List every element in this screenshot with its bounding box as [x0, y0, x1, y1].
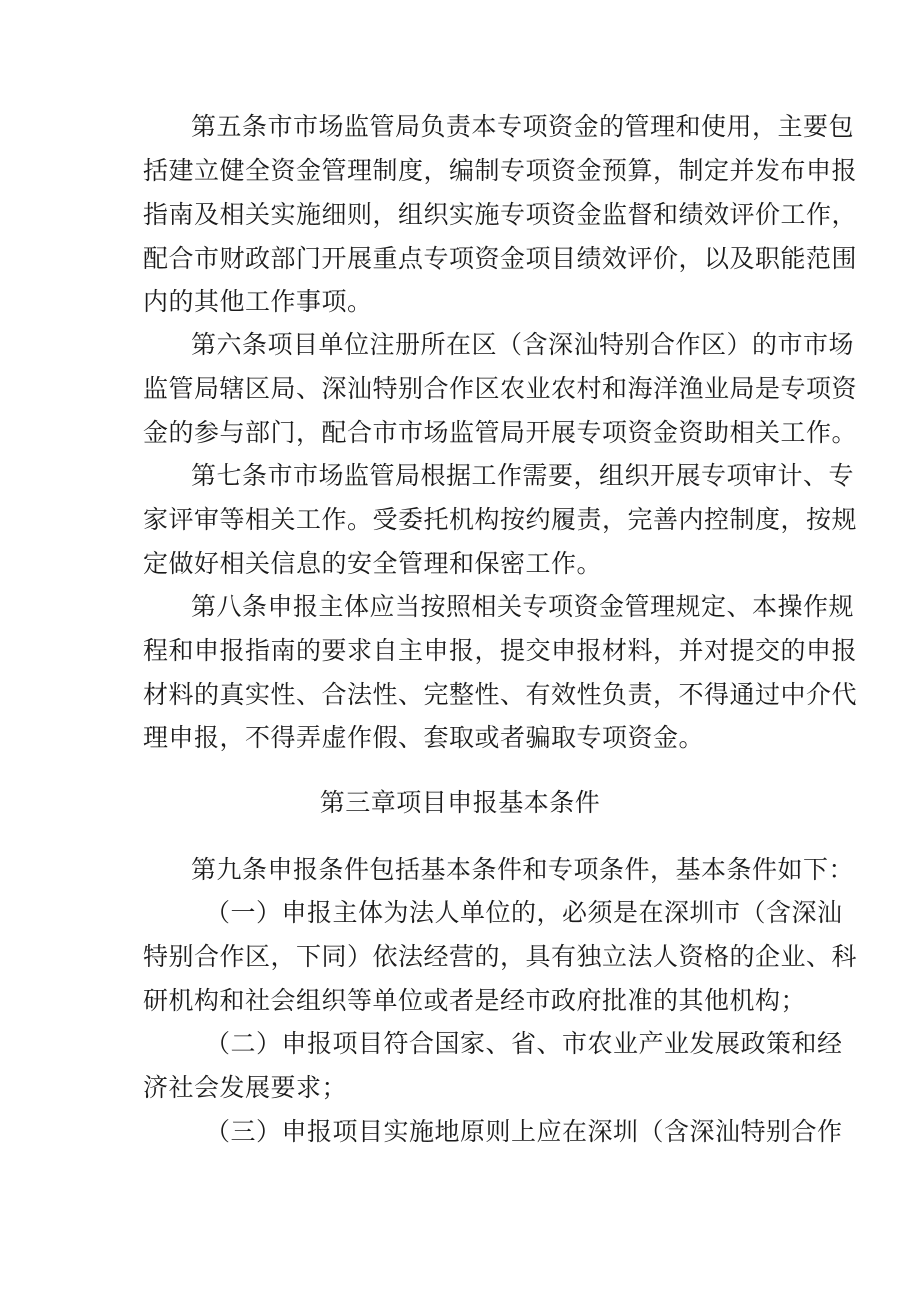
item-3-line-1: （三）申报项目实施地原则上应在深圳（含深汕特别合作 [205, 1117, 843, 1146]
item-1-line-3: 研机构和社会组织等单位或者是经市政府批准的其他机构； [143, 986, 807, 1015]
article-8-line-2: 程和申报指南的要求自主申报，提交申报材料，并对提交的申报 [143, 636, 858, 665]
article-6-line-2: 监管局辖区局、深汕特别合作区农业农村和海洋渔业局是专项资 [143, 374, 858, 403]
article-8-line-1: 第八条申报主体应当按照相关专项资金管理规定、本操作规 [191, 592, 855, 621]
article-5-line-4: 配合市财政部门开展重点专项资金项目绩效评价，以及职能范围 [143, 244, 858, 273]
item-2-line-1: （二）申报项目符合国家、省、市农业产业发展政策和经 [205, 1029, 843, 1058]
article-5-line-5: 内的其他工作事项。 [143, 287, 373, 316]
article-6-line-3: 金的参与部门，配合市市场监管局开展专项资金资助相关工作。 [143, 418, 858, 447]
article-5-line-1: 第五条市市场监管局负责本专项资金的管理和使用，主要包 [191, 112, 855, 141]
article-7-line-3: 定做好相关信息的安全管理和保密工作。 [143, 549, 603, 578]
article-7-line-1: 第七条市市场监管局根据工作需要，组织开展专项审计、专 [191, 461, 855, 490]
article-5-line-2: 括建立健全资金管理制度，编制专项资金预算，制定并发布申报 [143, 156, 858, 185]
article-8-line-3: 材料的真实性、合法性、完整性、有效性负责，不得通过中介代 [143, 680, 858, 709]
article-5-line-3: 指南及相关实施细则，组织实施专项资金监督和绩效评价工作， [143, 200, 858, 229]
article-8-line-4: 理申报，不得弄虚作假、套取或者骗取专项资金。 [143, 723, 705, 752]
item-2-line-2: 济社会发展要求； [143, 1073, 348, 1102]
article-7-line-2: 家评审等相关工作。受委托机构按约履责，完善内控制度，按规 [143, 505, 858, 534]
item-1-line-1: （一）申报主体为法人单位的，必须是在深圳市（含深汕 [205, 898, 843, 927]
chapter-3-title: 第三章项目申报基本条件 [319, 788, 601, 817]
item-1-line-2: 特别合作区，下同）依法经营的，具有独立法人资格的企业、科 [143, 942, 858, 971]
article-9-line-1: 第九条申报条件包括基本条件和专项条件，基本条件如下： [191, 855, 855, 884]
article-6-line-1: 第六条项目单位注册所在区（含深汕特别合作区）的市市场 [191, 330, 855, 359]
